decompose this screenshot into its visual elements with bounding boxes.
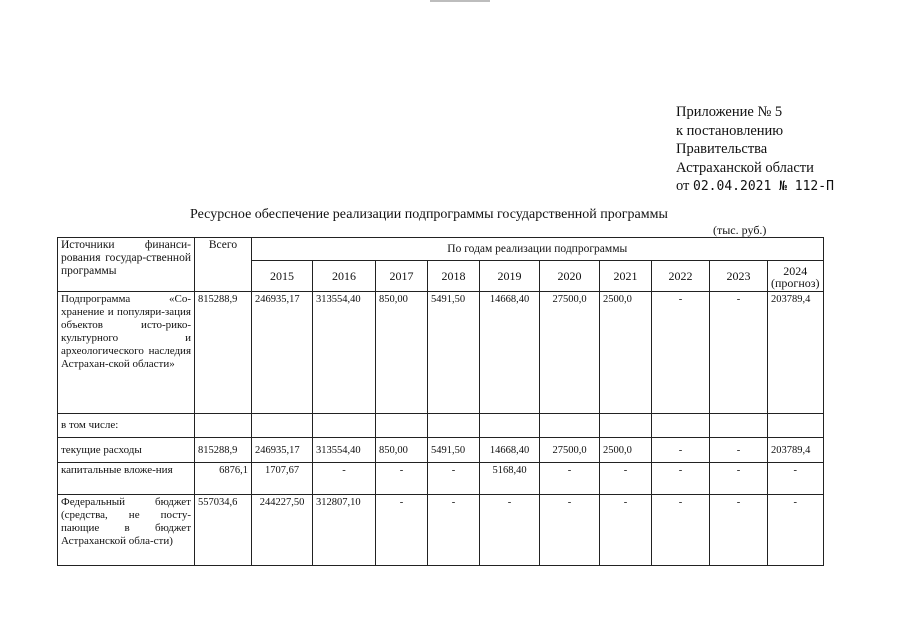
- row-total: 557034,6: [195, 495, 252, 566]
- table-row: [58, 463, 824, 495]
- cell-value: -: [600, 463, 652, 495]
- table-row: [58, 414, 824, 438]
- cell-value: -: [652, 438, 710, 463]
- header-total: Всего: [195, 238, 252, 292]
- cell-value: -: [600, 495, 652, 566]
- cell-value: -: [652, 292, 710, 414]
- cell-value: [768, 414, 824, 438]
- table-row: [58, 438, 824, 463]
- row-source-name: Подпрограмма «Со-хранение и популяри-зация объектов исто-рико-культурного и археологического наследия Астрахан-ской области»: [58, 292, 195, 414]
- year-2020: 2020: [540, 261, 600, 292]
- row-total: 815288,9: [195, 438, 252, 463]
- cell-value: -: [710, 292, 768, 414]
- row-total: 815288,9: [195, 292, 252, 414]
- cell-value: -: [768, 495, 824, 566]
- cell-value: [540, 414, 600, 438]
- cell-value: -: [428, 495, 480, 566]
- header-sources: [58, 238, 195, 292]
- cell-value: 312807,10: [313, 495, 376, 566]
- cell-value: -: [480, 495, 540, 566]
- cell-value: [480, 414, 540, 438]
- cell-value: 5491,50: [428, 292, 480, 414]
- appendix-line-4: Астраханской области: [676, 159, 814, 176]
- cell-value: -: [710, 495, 768, 566]
- appendix-line-2: к постановлению: [676, 122, 784, 139]
- row-source-name: в том числе:: [58, 414, 195, 438]
- cell-value: [376, 414, 428, 438]
- cell-value: -: [710, 438, 768, 463]
- cell-value: -: [428, 463, 480, 495]
- top-edge-mark: [430, 0, 490, 2]
- appendix-line-1: Приложение № 5: [676, 104, 783, 120]
- cell-value: 14668,40: [480, 438, 540, 463]
- year-2019: 2019: [480, 261, 540, 292]
- cell-value: 246935,17: [252, 438, 313, 463]
- year-2024-label: 2024: [783, 263, 808, 278]
- year-2015: 2015: [252, 261, 313, 292]
- appendix-line-5: [676, 177, 834, 197]
- cell-value: -: [540, 463, 600, 495]
- cell-value: 246935,17: [252, 292, 313, 414]
- cell-value: 850,00: [376, 292, 428, 414]
- cell-value: 244227,50: [252, 495, 313, 566]
- year-2024: [768, 261, 824, 292]
- cell-value: 5491,50: [428, 438, 480, 463]
- year-2017: 2017: [376, 261, 428, 292]
- year-2018: 2018: [428, 261, 480, 292]
- appendix-line-3: Правительства: [676, 141, 768, 157]
- forecast-note: (прогноз): [771, 275, 820, 290]
- resource-table: [57, 237, 824, 566]
- year-2023: 2023: [710, 261, 768, 292]
- year-2016: 2016: [313, 261, 376, 292]
- year-2022: 2022: [652, 261, 710, 292]
- row-source-name: текущие расходы: [58, 438, 195, 463]
- appendix-date-stamp: 02.04.2021 № 112-П: [693, 179, 834, 194]
- cell-value: [428, 414, 480, 438]
- header-sources-text: Источники финанси-рования государ-ственной программы: [61, 239, 191, 277]
- cell-value: -: [768, 463, 824, 495]
- cell-value: [652, 414, 710, 438]
- cell-value: -: [376, 495, 428, 566]
- cell-value: 2500,0: [600, 438, 652, 463]
- cell-value: 850,00: [376, 438, 428, 463]
- cell-value: 27500,0: [540, 292, 600, 414]
- cell-value: [313, 414, 376, 438]
- cell-value: -: [652, 495, 710, 566]
- appendix-date-prefix: от: [676, 178, 690, 194]
- cell-value: -: [313, 463, 376, 495]
- cell-value: [710, 414, 768, 438]
- cell-value: 14668,40: [480, 292, 540, 414]
- units-label: (тыс. руб.): [713, 223, 767, 237]
- row-source-name: капитальные вложе-ния: [58, 463, 195, 495]
- table-row: [58, 495, 824, 566]
- document-title: Ресурсное обеспечение реализации подпрограммы государственной программы: [190, 207, 668, 222]
- row-total: 6876,1: [195, 463, 252, 495]
- cell-value: 27500,0: [540, 438, 600, 463]
- cell-value: 2500,0: [600, 292, 652, 414]
- row-total: [195, 414, 252, 438]
- cell-value: 203789,4: [768, 292, 824, 414]
- cell-value: 203789,4: [768, 438, 824, 463]
- row-source-name: Федеральный бюджет (средства, не посту-пающие в бюджет Астраханской обла-сти): [58, 495, 195, 566]
- cell-value: [252, 414, 313, 438]
- cell-value: -: [710, 463, 768, 495]
- year-2021: 2021: [600, 261, 652, 292]
- cell-value: -: [540, 495, 600, 566]
- cell-value: -: [652, 463, 710, 495]
- cell-value: [600, 414, 652, 438]
- cell-value: -: [376, 463, 428, 495]
- cell-value: 1707,67: [252, 463, 313, 495]
- cell-value: 313554,40: [313, 438, 376, 463]
- cell-value: 5168,40: [480, 463, 540, 495]
- header-by-years: По годам реализации подпрограммы: [252, 238, 824, 261]
- cell-value: 313554,40: [313, 292, 376, 414]
- table-row: [58, 292, 824, 414]
- appendix-header: [676, 103, 834, 197]
